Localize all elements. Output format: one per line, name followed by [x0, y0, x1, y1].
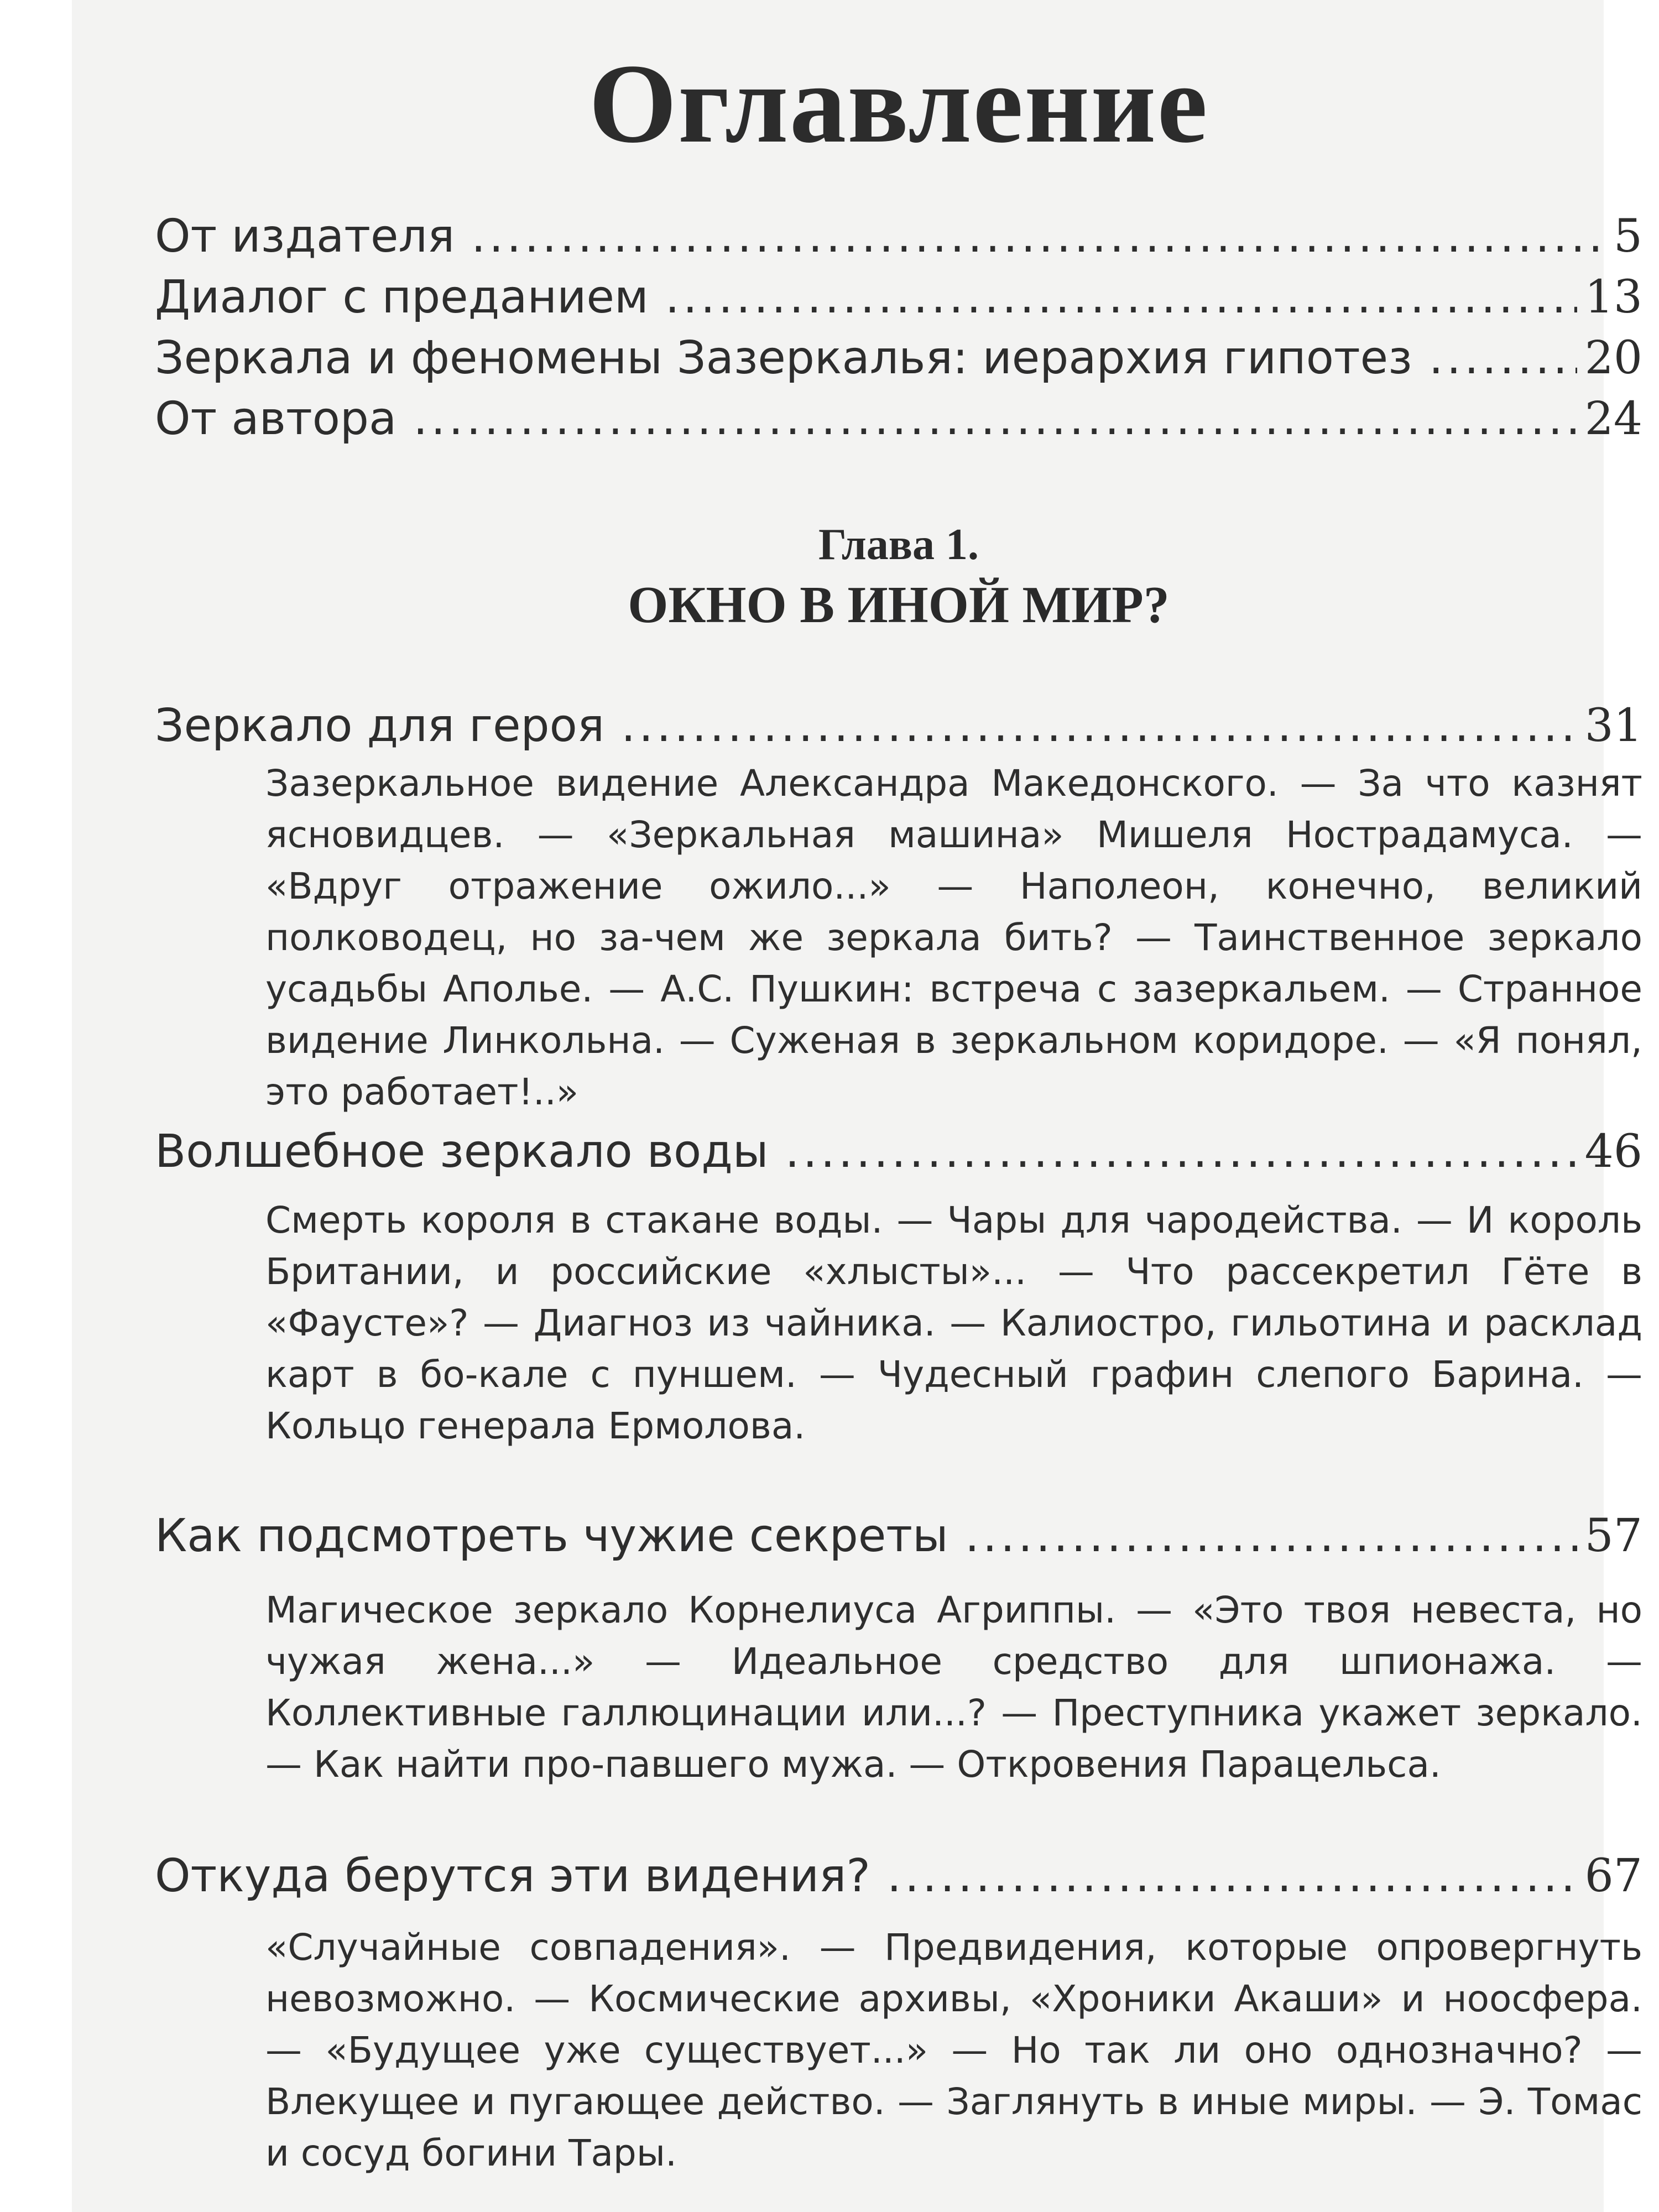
book-page [72, 0, 1642, 2212]
toc-entry-mirrors-hypotheses [155, 332, 1642, 387]
toc-entry-label: Диалог с преданием [155, 271, 649, 324]
toc-section-page: 46 [1584, 1125, 1642, 1178]
page-title: Оглавление [588, 41, 1209, 166]
dot-leader [1429, 332, 1577, 384]
toc-entry-page: 20 [1584, 332, 1642, 384]
dot-leader [471, 210, 1606, 263]
toc-entry-label: Зеркала и феномены Зазеркалья: иерархия гипотез [155, 332, 1412, 384]
toc-section-page: 67 [1584, 1850, 1642, 1902]
toc-entry-dialogue [155, 271, 1642, 326]
chapter-title: ОКНО В ИНОЙ МИР? [628, 576, 1170, 634]
toc-section-visions [155, 1850, 1642, 1905]
toc-section-label: Откуда берутся эти видения? [155, 1850, 870, 1902]
toc-section-water-mirror [155, 1125, 1642, 1181]
toc-section-secrets [155, 1510, 1642, 1565]
toc-section-label: Волшебное зеркало воды [155, 1125, 769, 1178]
toc-section-page: 31 [1584, 700, 1642, 752]
dot-leader [785, 1125, 1577, 1178]
section-description: Магическое зеркало Корнелиуса Агриппы. — «Это твоя невеста, но чужая жена...» — Идеальное средство для шпионажа. — Коллективные галлюцинации или...? — Преступника укажет зеркало. — Как найти про-павшего мужа. — Откровения Парацельса. [265, 1589, 1642, 1786]
section-description: «Случайные совпадения». — Предвидения, которые опровергнуть невозможно. — Космические архивы, «Хроники Акаши» и ноосфера. — «Будущее уже существует...» — Но так ли оно однозначно? — Влекущее и пугающее действо. — Заглянуть в иные миры. — Э. Томас и сосуд богини Тары. [265, 1926, 1642, 2174]
toc-entry-page: 24 [1584, 393, 1642, 445]
toc-entry-publisher [155, 210, 1642, 265]
toc-section-hero-mirror [155, 700, 1642, 755]
section-description: Смерть короля в стакане воды. — Чары для чародейства. — И король Британии, и российские «хлысты»... — Что рассекретил Гёте в «Фаусте»? — Диагноз из чайника. — Калиостро, гильотина и расклад карт в бо-кале с пуншем. — Чудесный графин слепого Барина. — Кольцо генерала Ермолова. [265, 1199, 1642, 1447]
toc-section-page: 57 [1584, 1510, 1642, 1562]
dot-leader [621, 700, 1577, 752]
toc-entry-page: 13 [1584, 271, 1642, 324]
section-description: Зазеркальное видение Александра Македонского. — За что казнят ясновидцев. — «Зеркальная машина» Мишеля Нострадамуса. — «Вдруг отражение ожило...» — Наполеон, конечно, великий полководец, но за-чем же зеркала бить? — Таинственное зеркало усадьбы Аполье. — А.С. Пушкин: встреча с зазеркальем. — Странное видение Линкольна. — Суженая в зеркальном коридоре. — «Я понял, это работает!..» [265, 762, 1642, 1113]
chapter-number: Глава 1. [818, 520, 979, 569]
dot-leader [413, 393, 1577, 445]
dot-leader [887, 1850, 1577, 1902]
toc-section-label: Зеркало для героя [155, 700, 605, 752]
dot-leader [965, 1510, 1577, 1562]
toc-entry-page: 5 [1613, 210, 1642, 263]
toc-section-label: Как подсмотреть чужие секреты [155, 1510, 948, 1562]
toc-entry-label: От издателя [155, 210, 455, 263]
toc-entry-label: От автора [155, 393, 397, 445]
toc-entry-author [155, 393, 1642, 448]
dot-leader [665, 271, 1577, 324]
